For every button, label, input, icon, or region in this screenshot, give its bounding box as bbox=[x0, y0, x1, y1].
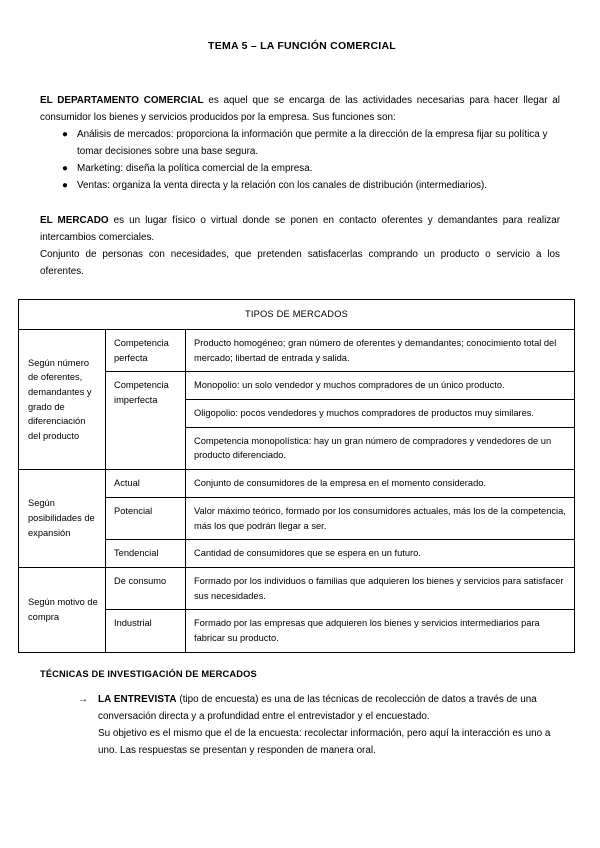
list-item-text: Ventas: organiza la venta directa y la relación con los canales de distribución (intermediarios). bbox=[77, 180, 488, 192]
description-cell: Oligopolio: pocos vendedores y muchos compradores de productos muy similares. bbox=[186, 400, 575, 428]
subcategory-cell: Potencial bbox=[106, 497, 186, 539]
arrow-right-icon: → bbox=[78, 693, 88, 705]
subcategory-cell: Competencia perfecta bbox=[106, 330, 186, 372]
description-cell: Valor máximo teórico, formado por los consumidores actuales, más los de la competencia, más los que podrán llegar a ser. bbox=[186, 497, 575, 539]
table-row bbox=[19, 330, 575, 372]
description-cell: Formado por los individuos o familias que adquieren los bienes y servicios para satisfacer sus necesidades. bbox=[186, 567, 575, 609]
table-row bbox=[19, 470, 575, 498]
subcategory-cell: De consumo bbox=[106, 567, 186, 609]
techniques-list bbox=[40, 691, 578, 760]
technique-continuation: Su objetivo es el mismo que el de la encuesta: recolectar información, pero aquí la interacción es uno a uno. Las respuestas se presentan y responden de manera oral. bbox=[98, 728, 551, 757]
spacer bbox=[40, 679, 578, 691]
description-cell: Cantidad de consumidores que se espera en un futuro. bbox=[186, 540, 575, 568]
intro-paragraph bbox=[40, 92, 578, 126]
intro-lead: EL DEPARTAMENTO COMERCIAL bbox=[40, 95, 204, 106]
subcategory-cell: Competencia imperfecta bbox=[106, 372, 186, 470]
section-heading-tecnicas: TÉCNICAS DE INVESTIGACIÓN DE MERCADOS bbox=[40, 668, 257, 679]
spacer bbox=[40, 52, 578, 67]
market-paragraph bbox=[40, 212, 578, 246]
description-cell: Competencia monopolística: hay un gran número de compradores y vendedores de un producto diferenciado. bbox=[186, 427, 575, 469]
technique-lead: LA ENTREVISTA bbox=[98, 693, 177, 705]
technique-body: (tipo de encuesta) es una de las técnicas de recolección de datos a través de una conversación directa y a profundidad entre el entrevistador y el encuestado. bbox=[98, 693, 537, 722]
description-cell: Monopolio: un solo vendedor y muchos compradores de un único producto. bbox=[186, 372, 575, 400]
category-cell: Según motivo de compra bbox=[19, 567, 106, 652]
bullet-dot-icon: ● bbox=[62, 163, 68, 175]
market-lead: EL MERCADO bbox=[40, 215, 109, 227]
page-title: TEMA 5 – LA FUNCIÓN COMERCIAL bbox=[208, 40, 396, 52]
bullet-dot-icon: ● bbox=[62, 129, 68, 141]
description-cell: Conjunto de consumidores de la empresa en el momento considerado. bbox=[186, 470, 575, 498]
description-cell: Producto homogéneo; gran número de oferentes y demandantes; conocimiento total del mercado; libertad de entrada y salida. bbox=[186, 330, 575, 372]
intro-body: es aquel que se encarga de las actividades necesarias para hacer llegar al consumidor los bienes y servicios producidos por la empresa. Sus funciones son: bbox=[40, 95, 560, 124]
table-header-cell: TIPOS DE MERCADOS bbox=[19, 300, 575, 330]
spacer bbox=[40, 194, 578, 212]
subcategory-cell: Tendencial bbox=[106, 540, 186, 568]
list-item-text: Análisis de mercados: proporciona la información que permite a la dirección de la empresa fijar su política y tomar decisiones sobre una base segura. bbox=[77, 129, 548, 158]
category-cell: Según número de oferentes, demandantes y grado de diferenciación del producto bbox=[19, 330, 106, 470]
market-second-paragraph: Conjunto de personas con necesidades, que pretenden satisfacerlas comprando un producto o servicio a los oferentes. bbox=[40, 249, 560, 278]
bullet-dot-icon: ● bbox=[62, 180, 68, 192]
list-item bbox=[40, 177, 560, 194]
list-item-text: Marketing: diseña la política comercial de la empresa. bbox=[77, 163, 313, 175]
list-item bbox=[40, 160, 560, 177]
table-row bbox=[19, 567, 575, 609]
list-item bbox=[40, 126, 560, 160]
markets-table bbox=[18, 299, 575, 652]
table-header-row bbox=[19, 300, 575, 330]
description-cell: Formado por las empresas que adquieren los bienes y servicios intermediarios para fabricar su producto. bbox=[186, 610, 575, 652]
subcategory-cell: Industrial bbox=[106, 610, 186, 652]
category-cell: Según posibilidades de expansión bbox=[19, 470, 106, 568]
subcategory-cell: Actual bbox=[106, 470, 186, 498]
intro-bullet-list bbox=[40, 126, 578, 194]
market-body: es un lugar físico o virtual donde se ponen en contacto oferentes y demandantes para realizar intercambios comerciales. bbox=[40, 215, 561, 244]
list-item bbox=[40, 691, 558, 760]
